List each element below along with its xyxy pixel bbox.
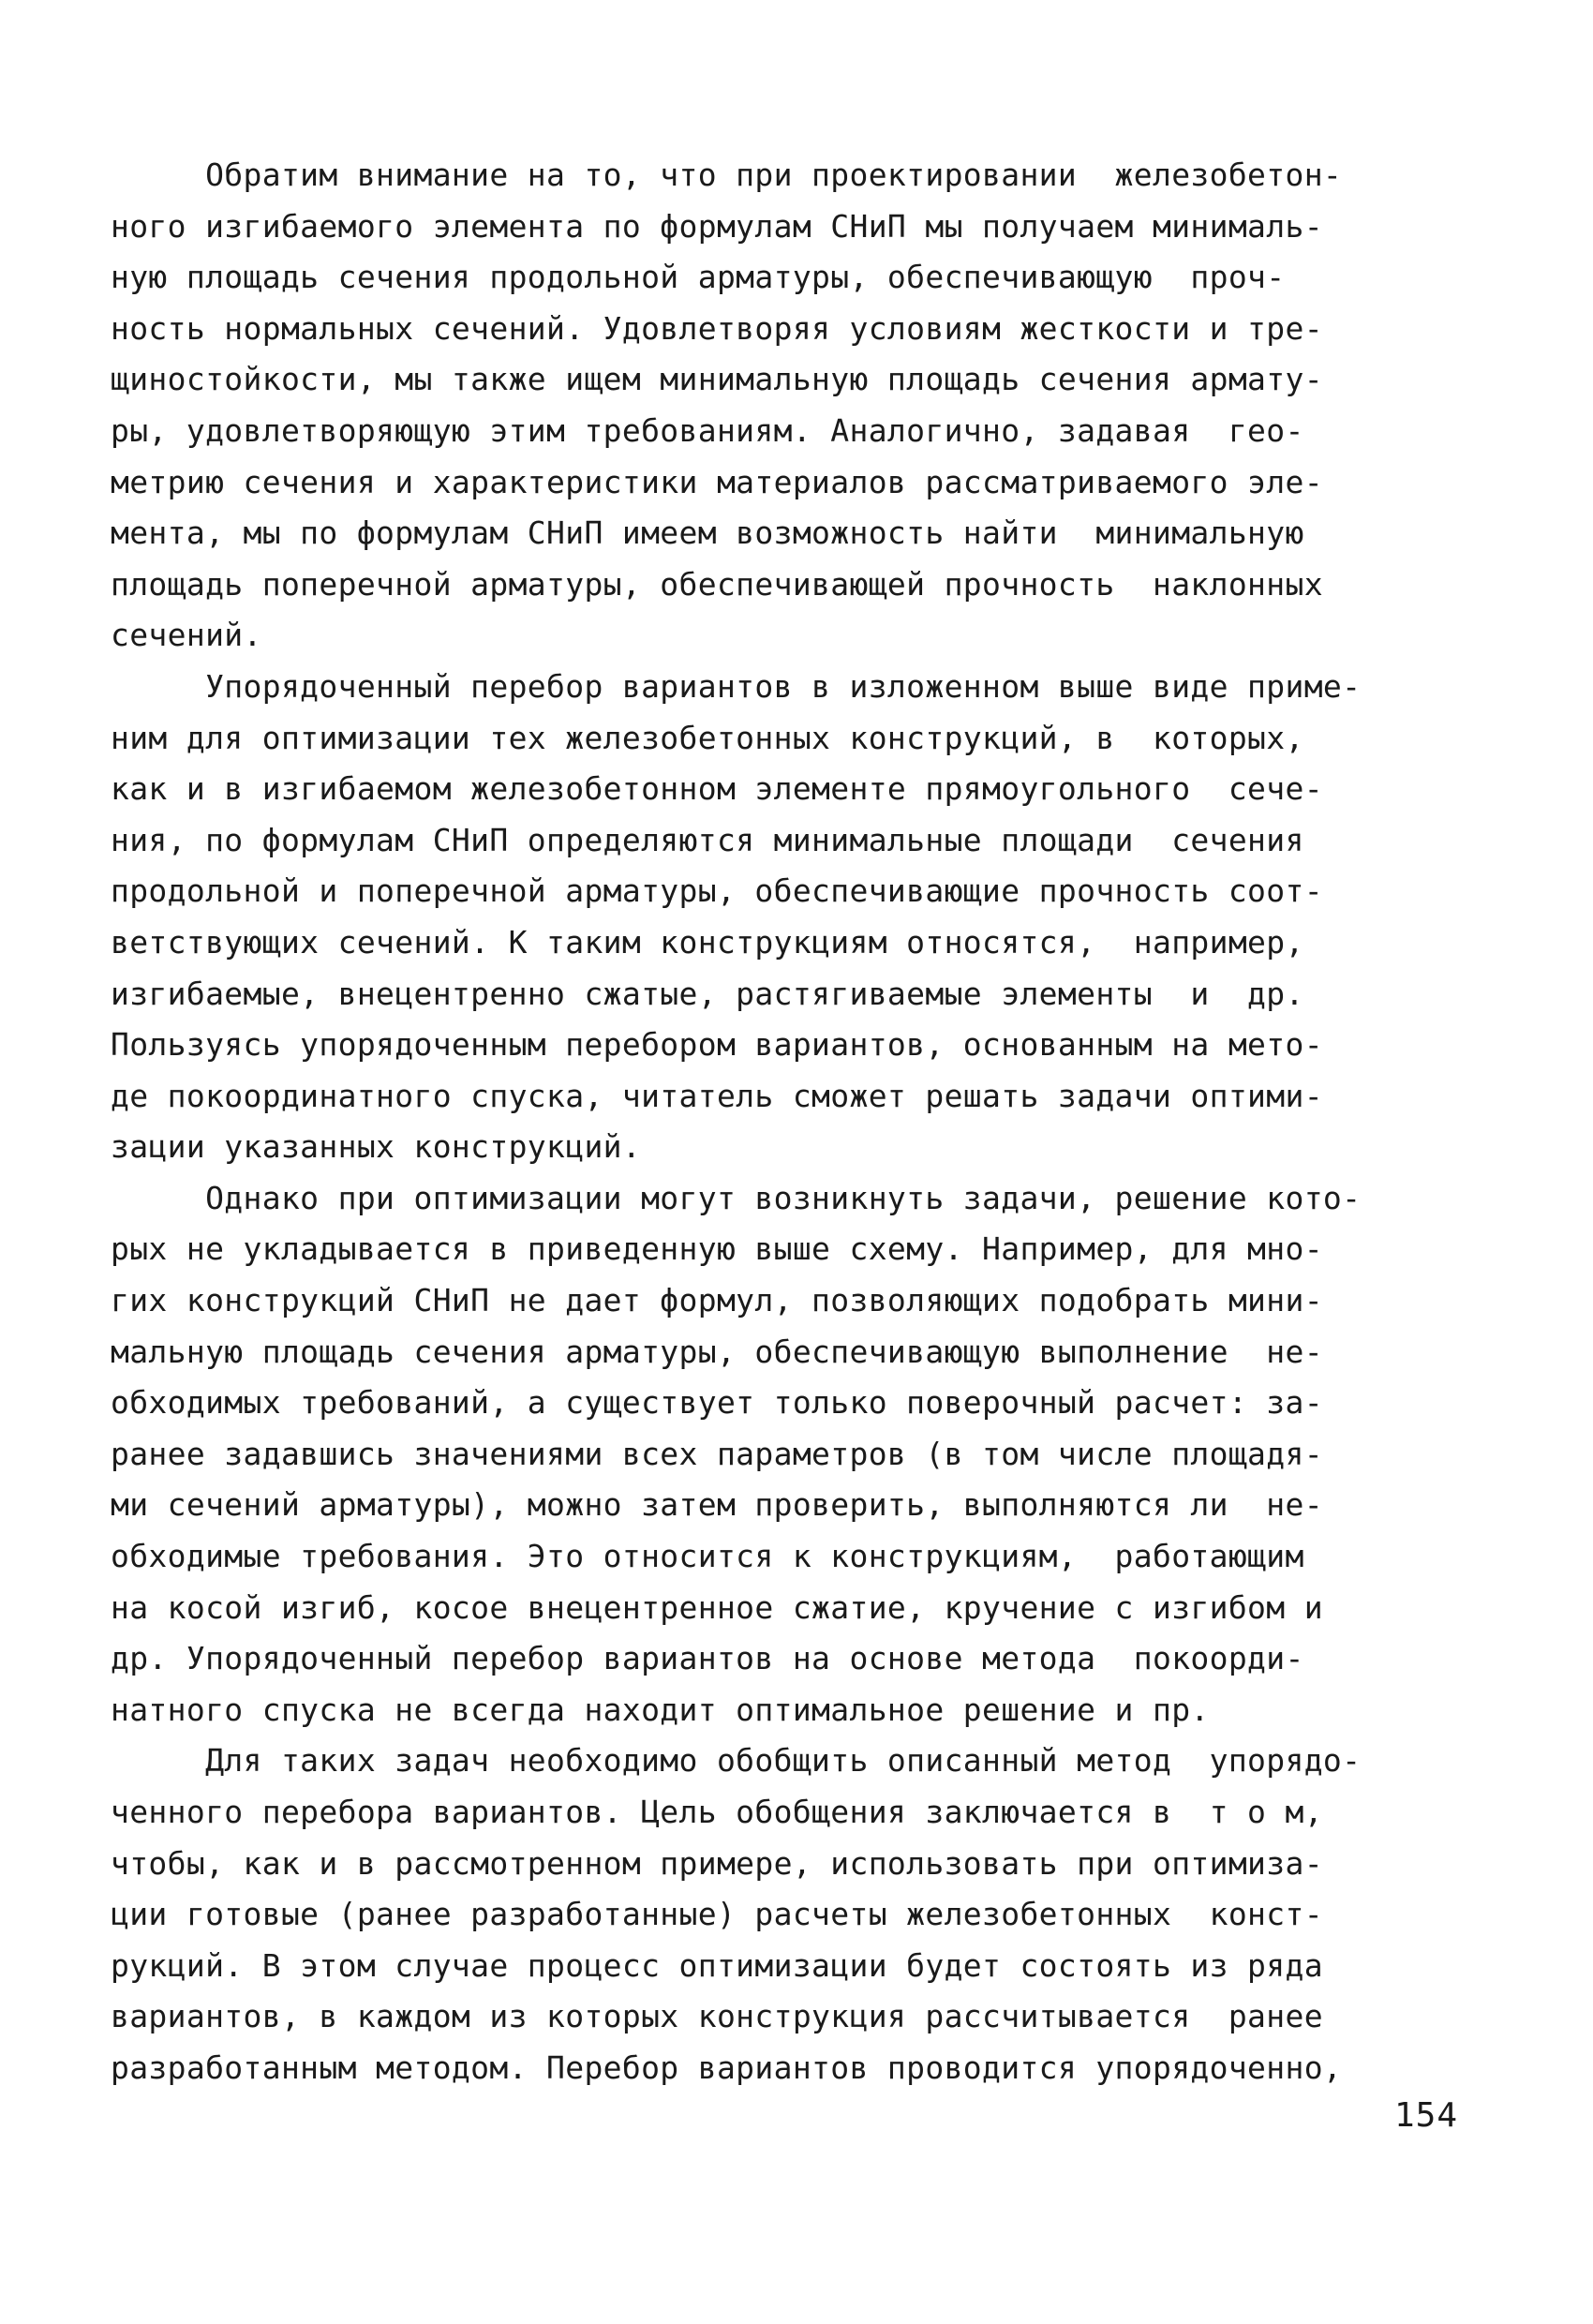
text-line: метрию сечения и характеристики материалов рассматриваемого эле-	[111, 463, 1323, 500]
text-line: Пользуясь упорядоченным перебором вариантов, основанным на мето-	[111, 1026, 1323, 1064]
text-line: гих конструкций СНиП не дает формул, позволяющих подобрать мини-	[111, 1282, 1323, 1319]
text-line: обходимые требования. Это относится к конструкциям, работающим	[111, 1538, 1304, 1575]
text-line: как и в изгибаемом железобетонном элементе прямоугольного сече-	[111, 770, 1323, 808]
text-line: ветствующих сечений. К таким конструкциям относятся, например,	[111, 923, 1304, 961]
text-line: Однако при оптимизации могут возникнуть задачи, решение кото-	[111, 1179, 1362, 1216]
body-text	[111, 150, 1469, 2094]
text-line: ную площадь сечения продольной арматуры, обеспечивающую проч-	[111, 259, 1286, 296]
text-line: ного изгибаемого элемента по формулам СНиП мы получаем минималь-	[111, 207, 1323, 245]
text-line: мента, мы по формулам СНиП имеем возможность найти минимальную	[111, 514, 1304, 552]
text-line: сечений.	[111, 617, 262, 654]
text-line: на косой изгиб, косое внецентренное сжатие, кручение с изгибом и	[111, 1588, 1323, 1626]
text-line: ность нормальных сечений. Удовлетворяя условиям жесткости и тре-	[111, 309, 1323, 347]
text-line: вариантов, в каждом из которых конструкция рассчитывается ранее	[111, 1998, 1323, 2035]
text-line: разработанным методом. Перебор вариантов проводится упорядоченно,	[111, 2048, 1343, 2086]
text-line: ранее задавшись значениями всех параметров (в том числе площадя-	[111, 1435, 1323, 1472]
text-line: чтобы, как и в рассмотренном примере, использовать при оптимиза-	[111, 1844, 1323, 1882]
text-line: Для таких задач необходимо обобщить описанный метод упорядо-	[111, 1742, 1362, 1780]
text-line: площадь поперечной арматуры, обеспечивающей прочность наклонных	[111, 565, 1323, 603]
text-line: Обратим внимание на то, что при проектировании железобетон-	[111, 156, 1343, 193]
text-line: рукций. В этом случае процесс оптимизации будет состоять из ряда	[111, 1946, 1323, 1984]
text-line: ции готовые (ранее разработанные) расчеты железобетонных конст-	[111, 1896, 1323, 1933]
text-line: ми сечений арматуры), можно затем проверить, выполняются ли не-	[111, 1486, 1323, 1524]
text-line: ним для оптимизации тех железобетонных конструкций, в которых,	[111, 719, 1304, 756]
text-line: ры, удовлетворяющую этим требованиям. Аналогично, задавая гео-	[111, 411, 1304, 449]
page-number: 154	[1394, 2096, 1459, 2135]
text-line: Упорядоченный перебор вариантов в изложенном выше виде приме-	[111, 667, 1362, 705]
text-line: натного спуска не всегда находит оптимальное решение и пр.	[111, 1691, 1210, 1728]
text-line: др. Упорядоченный перебор вариантов на основе метода покоорди-	[111, 1640, 1304, 1677]
text-line: зации указанных конструкций.	[111, 1128, 642, 1166]
text-line: мальную площадь сечения арматуры, обеспечивающую выполнение не-	[111, 1333, 1323, 1370]
text-line: обходимых требований, а существует только поверочный расчет: за-	[111, 1384, 1323, 1422]
text-line: щиностойкости, мы также ищем минимальную площадь сечения армату-	[111, 361, 1323, 398]
text-line: рых не укладывается в приведенную выше схему. Например, для мно-	[111, 1230, 1323, 1268]
text-line: де покоординатного спуска, читатель сможет решать задачи оптими-	[111, 1077, 1323, 1114]
text-line: ния, по формулам СНиП определяются минимальные площади сечения	[111, 821, 1304, 858]
text-line: изгибаемые, внецентренно сжатые, растягиваемые элементы и др.	[111, 975, 1304, 1012]
text-line: продольной и поперечной арматуры, обеспечивающие прочность соот-	[111, 872, 1323, 910]
text-line: ченного перебора вариантов. Цель обобщения заключается в т о м,	[111, 1794, 1323, 1830]
